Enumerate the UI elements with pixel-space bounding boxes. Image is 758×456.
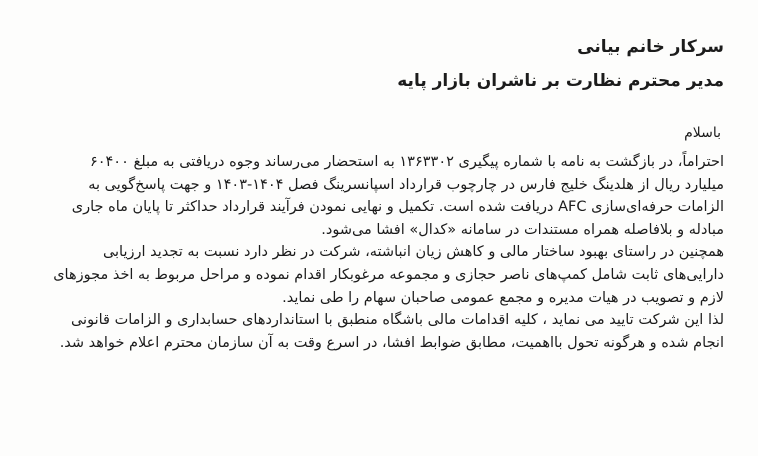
paragraph-line: دارایی‌های ثابت شامل کمپ‌های ناصر حجازی و مجموعه مرغوبکار اقدام نموده و مراحل مربوط به اخذ مجوزهای (53, 266, 724, 283)
paragraph-line: میلیارد ریال از هلدینگ خلیج فارس در چارچوب قرارداد اسپانسرینگ فصل ۱۴۰۴-۱۴۰۳ و جهت پاسخ‌گویی به (88, 176, 724, 193)
paragraph-confirmation (30, 309, 724, 354)
letter-header (34, 30, 724, 98)
paragraph-line: همچنین در راستای بهبود ساختار مالی و کاهش زیان انباشته، شرکت در نظر دارد نسبت به تجدید ارزیابی (102, 244, 724, 261)
paragraph-sponsorship (30, 151, 724, 241)
paragraph-line: احتراماً، در بازگشت به نامه با شماره پیگیری ۱۳۶۳۳۰۲ به استحضار می‌رساند وجوه دریافتی به مبلغ ۶۰۴۰۰ (89, 154, 724, 170)
letter-body (30, 151, 724, 354)
paragraph-revaluation (30, 241, 724, 309)
paragraph-line: الزامات حرفه‌ای‌سازی AFC دریافت شده است. تکمیل و نهایی نمودن فرآیند قرارداد حداکثر تا پایان ماه جاری (71, 199, 724, 216)
recipient-name: سرکار خانم بیانی (577, 37, 724, 57)
salutation: باسلام (684, 125, 721, 141)
paragraph-line: لازم و تصویب در هیات مدیره و مجمع عمومی صاحبان سهام را طی نماید. (282, 289, 724, 306)
paragraph-line: انجام شده و هرگونه تحول بااهمیت، مطابق ضوابط افشا، در اسرع وقت به آن سازمان محترم اعلام خواهد شد. (59, 334, 724, 351)
paragraph-line: مبادله و بلافاصله همراه مستندات در سامانه «کدال» افشا می‌شود. (321, 221, 724, 238)
paragraph-line: لذا این شرکت تایید می نماید ، کلیه اقدامات مالی باشگاه منطبق با استانداردهای حسابداری و الزامات قانونی (70, 312, 724, 329)
recipient-title: مدیر محترم نظارت بر ناشران بازار پایه (397, 71, 724, 91)
